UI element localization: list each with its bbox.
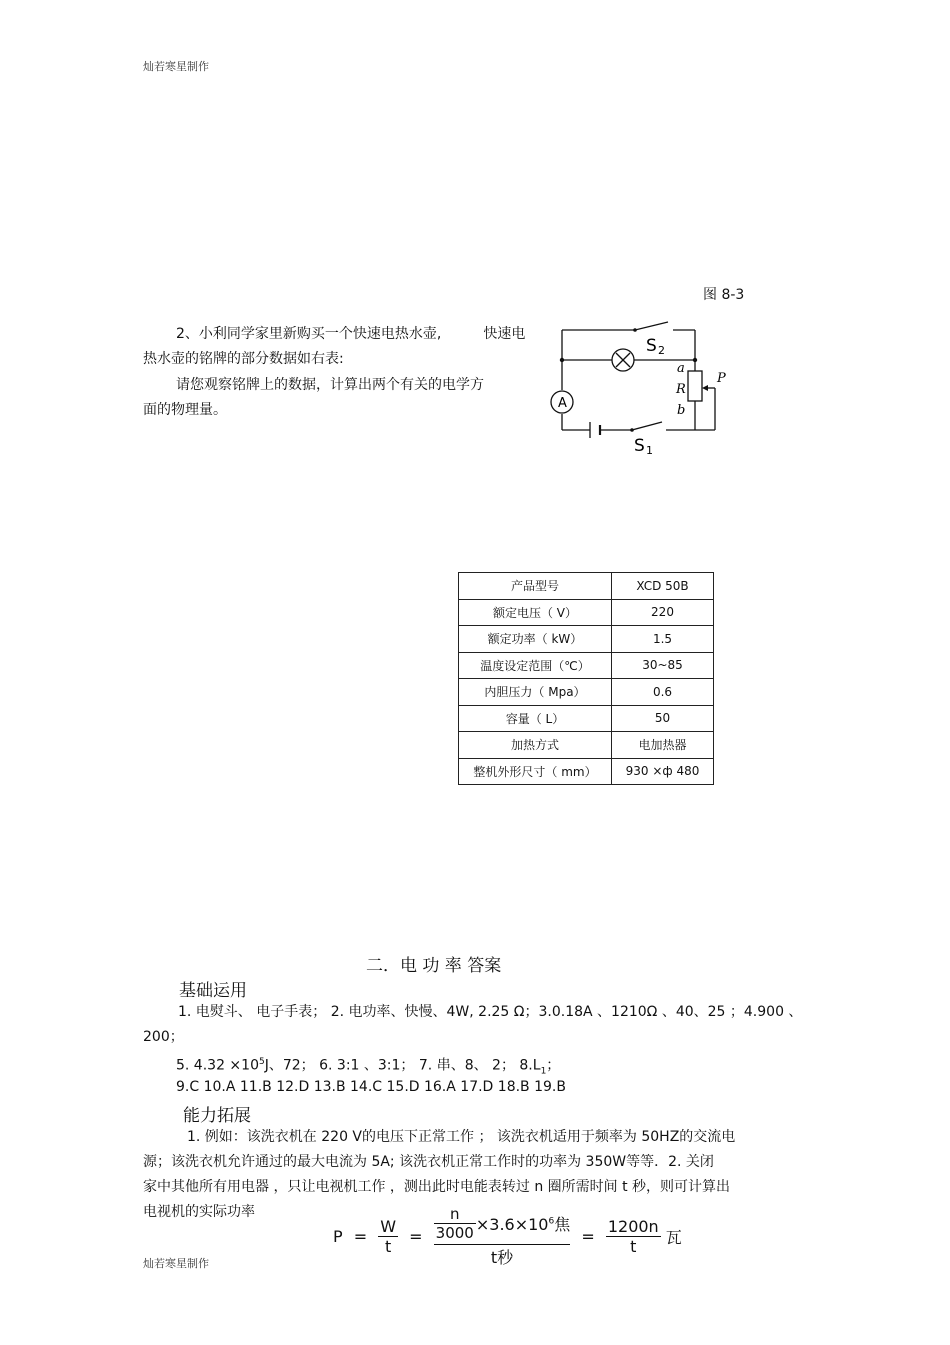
table-cell-value: 0.6 xyxy=(612,679,714,706)
basic-line4: 9.C 10.A 11.B 12.D 13.B 14.C 15.D 16.A 17.D 18.B 19.B xyxy=(176,1079,566,1095)
switch-s1-pivot xyxy=(630,428,634,432)
table-cell-value: 930 ×ф 480 xyxy=(612,758,714,785)
s2-label-sub: 2 xyxy=(658,344,665,357)
formula-eq2: = xyxy=(409,1227,423,1246)
ext-line3: 家中其他所有用电器 ，只让电视机工作 ，测出此时电能表转过 n 圈所需时间 t 秒，则可计算出 xyxy=(143,1179,731,1195)
fraction-numerator xyxy=(434,1205,571,1245)
table-cell-value: 30~85 xyxy=(612,652,714,679)
fraction-n-over-3000 xyxy=(434,1205,476,1242)
basic-heading: 基础运用 xyxy=(179,981,247,1001)
table-cell-key: 额定功率（ kW） xyxy=(459,626,612,653)
basic-line3-a: 5. 4.32 ×10 xyxy=(176,1057,259,1074)
s1-label: S xyxy=(634,436,645,456)
answers-title: 二．电 功 率 答案 xyxy=(366,956,502,976)
question2-line4: 面的物理量。 xyxy=(143,402,227,418)
formula-lhs: P xyxy=(333,1227,343,1246)
table-row xyxy=(459,626,714,653)
coefficient-text: ×3.6×10 xyxy=(475,1215,549,1234)
basic-line3-sub: 1 xyxy=(540,1066,547,1077)
resistor-r-label: R xyxy=(676,382,686,397)
question2-line1-b: 快速电 xyxy=(483,326,526,342)
table-row xyxy=(459,652,714,679)
table-cell-key: 额定电压（ V） xyxy=(459,599,612,626)
table-row xyxy=(459,573,714,600)
basic-line3-b: J、72； 6. 3:1 、3:1； 7. 串、8、 2； 8.L xyxy=(264,1057,541,1074)
junction-left xyxy=(560,358,564,362)
table-cell-key: 整机外形尺寸（ mm） xyxy=(459,758,612,785)
switch-s2-pivot xyxy=(633,328,637,332)
table-cell-key: 内胆压力（ Mpa） xyxy=(459,679,612,706)
fraction-denominator: 3000 xyxy=(435,1224,474,1242)
fraction-numerator: W xyxy=(380,1217,397,1236)
table-row xyxy=(459,679,714,706)
table-row xyxy=(459,705,714,732)
formula-eq3: = xyxy=(581,1227,595,1246)
fraction-denominator: t秒 xyxy=(490,1248,514,1267)
ext-line1: 1. 例如：该洗衣机在 220 V的电压下正常工作 ； 该洗衣机适用于频率为 50HZ的交流电 xyxy=(187,1129,736,1145)
s2-label: S xyxy=(646,336,657,356)
basic-line3-sup: 5 xyxy=(258,1057,265,1067)
basic-line1: 1. 电熨斗、 电子手表； 2. 电功率、快慢、4W, 2.25 Ω；3.0.18A 、1210Ω 、40、25 ；4.900 、 xyxy=(178,1004,803,1020)
question2-line1-a: 2、小利同学家里新购买一个快速电热水壶, xyxy=(176,326,442,342)
fraction-denominator: t xyxy=(385,1237,392,1256)
question2-line3: 请您观察铭牌上的数据，计算出两个有关的电学方 xyxy=(176,377,484,393)
table-cell-key: 温度设定范围（℃） xyxy=(459,652,612,679)
formula-eq1: = xyxy=(353,1227,368,1246)
table-cell-value: 50 xyxy=(612,705,714,732)
junction-right xyxy=(693,358,697,362)
page-footer: 灿若寒星制作 xyxy=(143,1257,209,1270)
rheostat-body xyxy=(688,371,702,401)
fraction-energy-over-time xyxy=(434,1205,571,1268)
nameplate-table xyxy=(458,572,714,785)
unit-watt: 瓦 xyxy=(665,1228,682,1247)
table-cell-value: 电加热器 xyxy=(612,732,714,759)
question2-line1 xyxy=(176,322,525,346)
point-b-label: b xyxy=(677,403,686,418)
fraction-denominator: t xyxy=(630,1237,637,1256)
slider-p-label: P xyxy=(717,371,726,386)
point-a-label: a xyxy=(677,361,685,376)
slider-arrowhead xyxy=(702,385,708,391)
question2-line2: 热水壶的铭牌的部分数据如右表: xyxy=(143,351,344,367)
table-cell-key: 产品型号 xyxy=(459,573,612,600)
fraction-result xyxy=(606,1217,661,1256)
coefficient-exponent: 6 xyxy=(548,1216,555,1227)
ammeter-label: A xyxy=(558,396,567,411)
table-cell-key: 加热方式 xyxy=(459,732,612,759)
fraction-w-over-t xyxy=(378,1217,398,1256)
power-formula xyxy=(333,1205,682,1268)
ext-heading: 能力拓展 xyxy=(183,1106,251,1126)
table-cell-value: XCD 50B xyxy=(612,573,714,600)
basic-line3-c: ； xyxy=(546,1057,561,1074)
table-row xyxy=(459,732,714,759)
fraction-numerator: 1200n xyxy=(607,1217,659,1236)
switch-s2-blade xyxy=(635,322,668,330)
s1-label-sub: 1 xyxy=(646,444,653,457)
page-header: 灿若寒星制作 xyxy=(143,60,209,73)
figure-caption: 图 8-3 xyxy=(703,287,745,303)
fraction-numerator: n xyxy=(434,1205,476,1224)
table-row xyxy=(459,758,714,785)
table-cell-value: 1.5 xyxy=(612,626,714,653)
table-row xyxy=(459,599,714,626)
switch-s1-blade xyxy=(632,422,662,430)
table-cell-key: 容量（ L） xyxy=(459,705,612,732)
ext-line2: 源；该洗衣机允许通过的最大电流为 5A; 该洗衣机正常工作时的功率为 350W等等．2. 关闭 xyxy=(143,1154,714,1170)
circuit-diagram xyxy=(540,318,745,460)
basic-line2: 200； xyxy=(143,1029,184,1045)
unit-joule: 焦 xyxy=(554,1215,571,1234)
table-cell-value: 220 xyxy=(612,599,714,626)
ext-line4: 电视机的实际功率 xyxy=(143,1204,255,1220)
formula-coefficient xyxy=(476,1212,570,1235)
